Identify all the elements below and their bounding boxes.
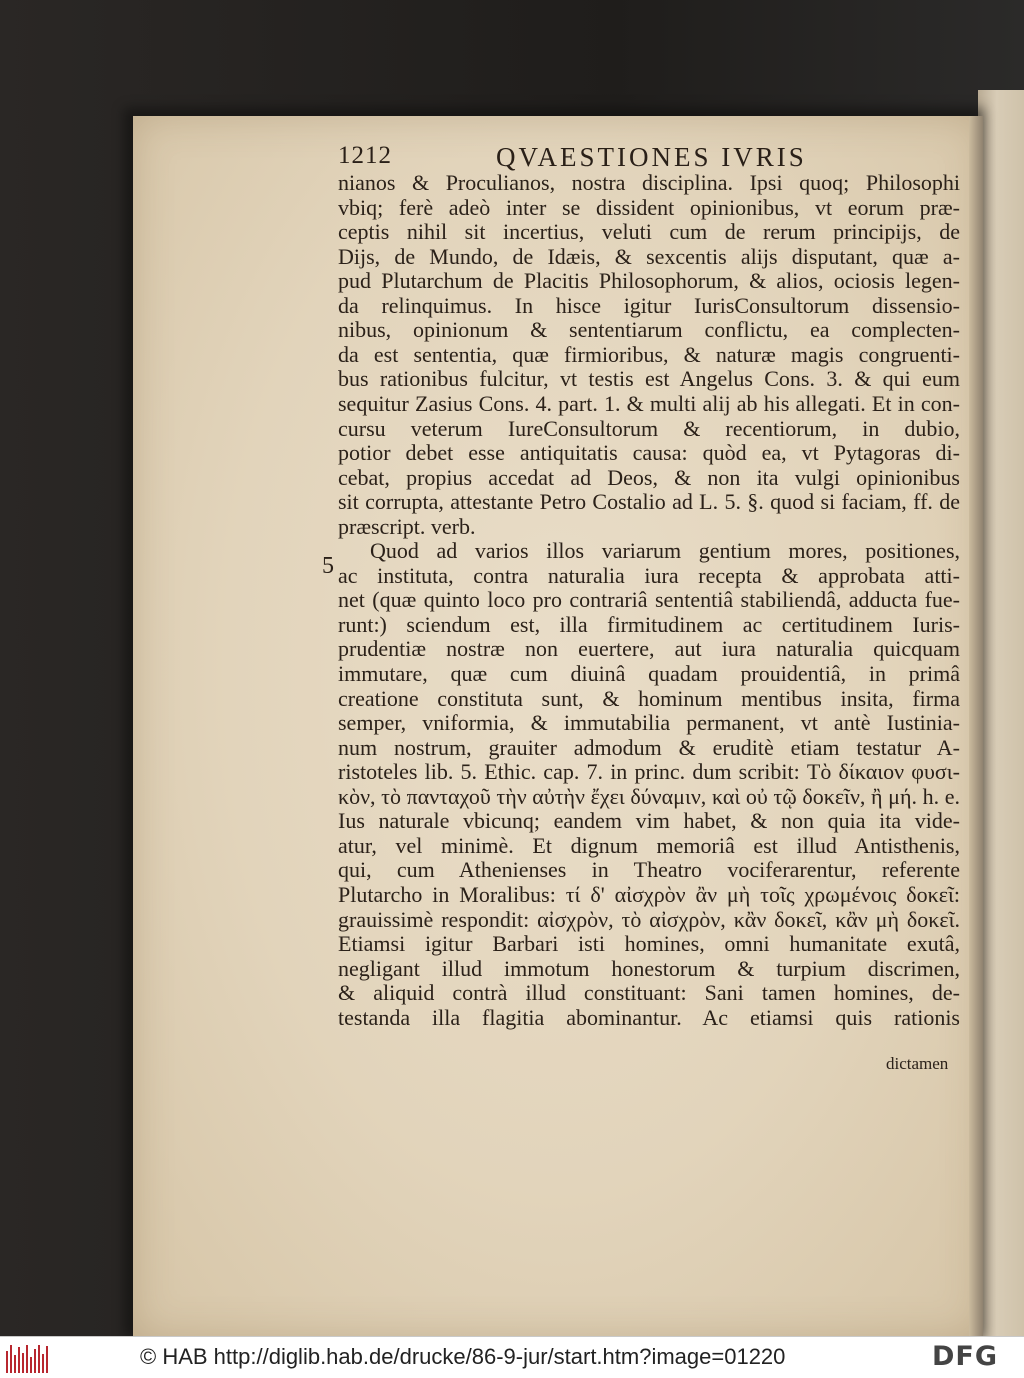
text-line: præscript. verb. — [338, 513, 476, 539]
page-fold — [969, 116, 983, 1338]
text-line: creatione constituta sunt, & hominum mentibus insita, firma — [338, 685, 960, 711]
text-line: nibus, opinionum & sententiarum conflictu, ea complecten- — [338, 317, 960, 343]
text-line: negligant illud immotum honestorum & turpium discrimen, — [338, 955, 960, 981]
text-line: ac instituta, contra naturalia iura recepta & approbata atti- — [338, 562, 960, 588]
text-line: runt:) sciendum est, illa firmitudinem ac certitudinem Iuris- — [338, 611, 960, 637]
text-line: num nostrum, grauiter admodum & eruditè etiam testatur A- — [338, 734, 960, 760]
text-line: pud Plutarchum de Placitis Philosophorum, & alios, ociosis legen- — [338, 268, 960, 294]
text-line: testanda illa flagitia abominantur. Ac etiamsi quis rationis — [338, 1004, 960, 1030]
text-line: Quod ad varios illos variarum gentium mores, positiones, — [370, 538, 960, 564]
dfg-logo: DFG — [932, 1341, 999, 1372]
text-line: ristoteles lib. 5. Ethic. cap. 7. in princ. dum scribit: Τὸ δίκαιον φυσι- — [338, 759, 960, 785]
text-line: net (quæ quinto loco pro contrariâ sententiâ stabiliendâ, adducta fue- — [338, 587, 960, 613]
text-line: potior debet esse antiquitatis causa: quòd ea, vt Pytagoras di- — [338, 440, 960, 466]
running-head: QVAESTIONES IVRIS — [496, 142, 807, 172]
catchword: dictamen — [886, 1054, 949, 1073]
section-number: 5 — [322, 553, 334, 579]
text-line: grauissimè respondit: αἰσχρὸν, τὸ αἰσχρὸν, κἂν δοκεῖ, κἂν μὴ δοκεῖ. — [338, 906, 960, 932]
text-line: sequitur Zasius Cons. 4. part. 1. & multi alij ab his allegati. Et in con- — [338, 390, 960, 416]
viewer-footer — [0, 1336, 1024, 1378]
text-line: atur, vel minimè. Et dignum memoriâ est illud Antisthenis, — [338, 832, 960, 858]
text-line: Dijs, de Mundo, de Idæis, & sexcentis alijs disputant, quæ a- — [338, 243, 960, 269]
next-page-edge — [978, 90, 1024, 1340]
text-line: sit corrupta, attestante Petro Costalio ad L. 5. §. quod si faciam, ff. de — [338, 489, 960, 515]
text-line: semper, vniformia, & immutabilia permanent, vt antè Iustinia- — [338, 710, 960, 736]
text-line: vbiq; ferè adeò inter se dissident opinionibus, vt eorum præ- — [338, 194, 960, 220]
text-line: Ius naturale vbicunq; eandem vim habet, & non quia ita vide- — [338, 808, 960, 834]
text-line: cebat, propius accedat ad Deos, & non ita vulgi opinionibus — [338, 464, 960, 490]
text-line: ceptis nihil sit incertius, veluti cum de rerum principijs, de — [338, 219, 960, 245]
text-line: & aliquid contrà illud constituant: Sani tamen homines, de- — [338, 980, 960, 1006]
text-line: κὸν, τὸ πανταχοῦ τὴν αὐτὴν ἔχει δύναμιν, καὶ οὐ τῷ δοκεῖν, ἢ μή. h. e. — [338, 783, 960, 809]
text-line: cursu veterum IureConsultorum & recentiorum, in dubio, — [338, 415, 960, 441]
text-line: qui, cum Athenienses in Theatro vociferarentur, referente — [338, 857, 960, 883]
page-number: 1212 — [338, 142, 392, 169]
text-line: da est sententia, quæ firmioribus, & naturæ magis congruenti- — [338, 341, 960, 367]
text-line: da relinquimus. In hisce igitur IurisConsultorum dissensio- — [338, 292, 960, 318]
text-line: Etiamsi igitur Barbari isti homines, omni humanitate exutâ, — [338, 931, 960, 957]
text-line: prudentiæ nostræ non euertere, aut iura naturalia quicquam — [338, 636, 960, 662]
text-line: Plutarcho in Moralibus: τί δ' αἰσχρὸν ἂν μὴ τοῖς χρωμένοις δοκεῖ: — [338, 881, 960, 907]
hab-logo-icon — [6, 1343, 50, 1373]
attribution-link[interactable]: © HAB http://diglib.hab.de/drucke/86-9-jur/start.htm?image=01220 — [140, 1344, 786, 1369]
text-line: bus rationibus fulcitur, vt testis est Angelus Cons. 3. & qui eum — [338, 366, 960, 392]
text-line: nianos & Proculianos, nostra disciplina. Ipsi quoq; Philosophi — [338, 170, 960, 195]
text-line: immutare, quæ cum diuinâ quadam prouidentiâ, in primâ — [338, 661, 960, 686]
